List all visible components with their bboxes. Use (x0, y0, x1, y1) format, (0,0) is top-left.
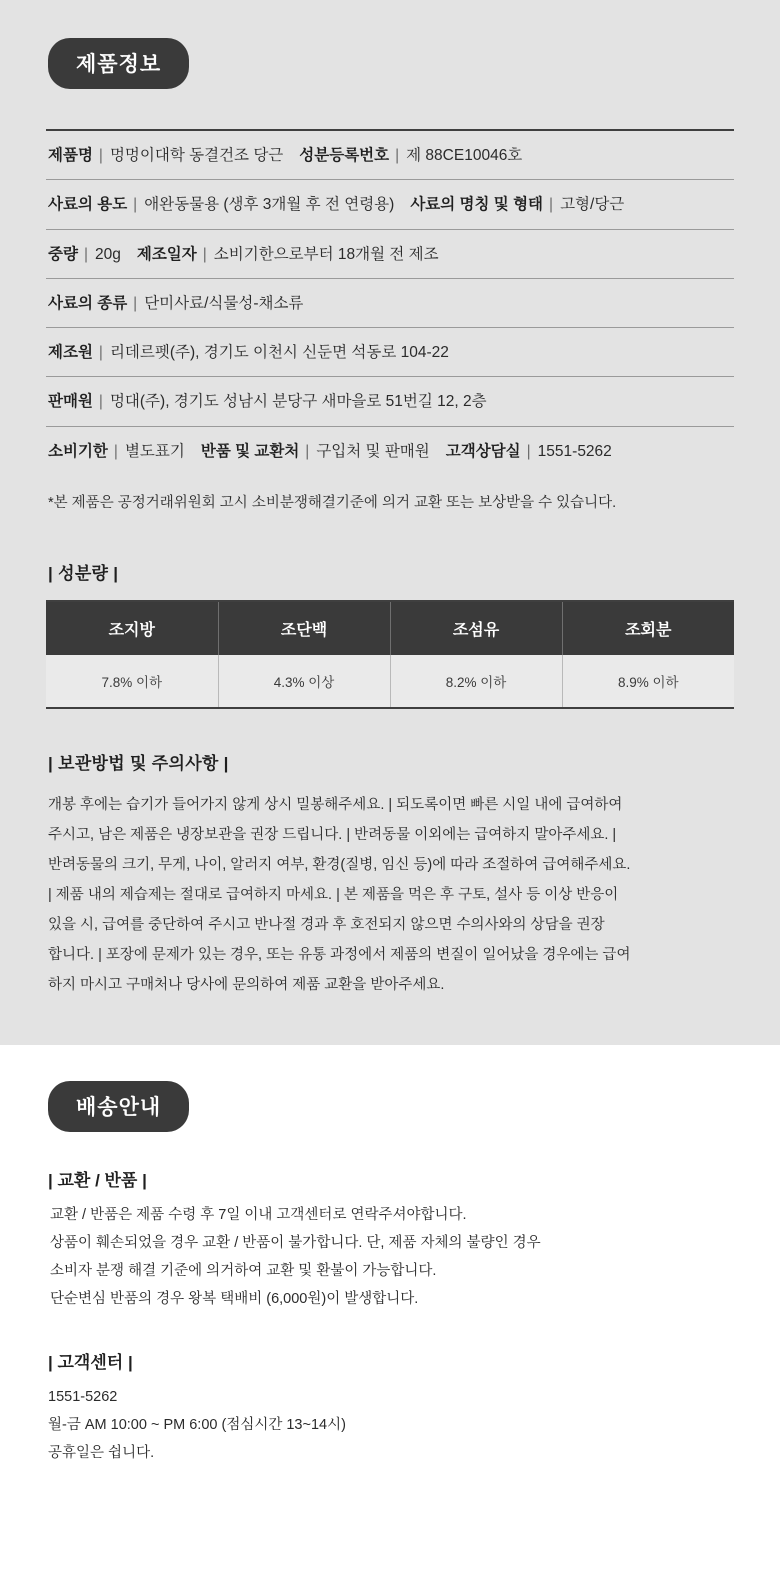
storage-line: | 제품 내의 제습제는 절대로 급여하지 마세요. | 본 제품을 먹은 후 구토, 설사 등 이상 반응이 (48, 886, 619, 903)
row-value: 별도표기 (124, 442, 185, 460)
divider-icon: | (202, 245, 207, 263)
exchange-return-line: 교환 / 반품은 제품 수령 후 7일 이내 고객센터로 연락주셔야합니다. (50, 1206, 467, 1223)
row-label: 사료의 명칭 및 형태 (410, 196, 544, 214)
table-cell: 4.3% 이상 (218, 655, 390, 707)
row-label: 소비기한 (48, 442, 108, 460)
storage-line: 합니다. | 포장에 문제가 있는 경우, 또는 유통 과정에서 제품의 변질이 일어났을 경우에는 급여 (48, 947, 631, 964)
exchange-return-body (46, 1201, 734, 1314)
product-info-table (46, 129, 734, 475)
divider-icon: | (526, 442, 531, 460)
row-label: 성분등록번호 (299, 147, 390, 164)
column-header: 조섬유 (390, 601, 562, 655)
legal-note: *본 제품은 공정거래위원회 고시 소비분쟁해결기준에 의거 교환 또는 보상받을 수 있습니다. (48, 494, 617, 511)
table-header-row (46, 601, 734, 655)
row-label: 사료의 종류 (48, 294, 128, 312)
storage-line: 하지 마시고 구매처나 당사에 문의하여 제품 교환을 받아주세요. (48, 977, 445, 994)
row-label: 제품명 (48, 147, 93, 164)
nutrition-table (46, 600, 734, 707)
column-header: 조지방 (46, 601, 218, 655)
row-value: 애완동물용 (생후 3개월 후 전 연령용) (144, 196, 395, 214)
table-row (46, 230, 734, 279)
exchange-return-line: 소비자 분쟁 해결 기준에 의거하여 교환 및 환불이 가능합니다. (50, 1263, 437, 1280)
exchange-return-heading (48, 1166, 734, 1191)
row-value: 20g (94, 245, 121, 263)
table-row (46, 131, 734, 180)
divider-icon: | (305, 442, 310, 460)
customer-center-heading-label: 고객센터 (57, 1352, 124, 1372)
exchange-return-line: 단순변심 반품의 경우 왕복 택배비 (6,000원)이 발생합니다. (50, 1291, 419, 1308)
exchange-return-line: 상품이 훼손되었을 경우 교환 / 반품이 불가합니다. 단, 제품 자체의 불량인 경우 (50, 1234, 541, 1251)
table-row (46, 427, 734, 475)
nutrition-heading (48, 559, 734, 584)
table-row (46, 180, 734, 229)
row-value: 소비기한으로부터 18개월 전 제조 (213, 245, 439, 263)
divider-icon: | (395, 147, 400, 164)
shipping-info-title: 배송안내 (48, 1081, 189, 1132)
column-header: 조단백 (218, 601, 390, 655)
row-value: 제 88CE10046호 (406, 147, 523, 164)
storage-line: 개봉 후에는 습기가 들어가지 않게 상시 밀봉해주세요. | 되도록이면 빠른 시일 내에 급여하여 (48, 796, 623, 813)
divider-icon: | (98, 344, 103, 361)
bar-glyph: | (48, 1170, 53, 1190)
table-cell: 7.8% 이하 (46, 655, 218, 707)
row-label: 고객상담실 (445, 442, 521, 460)
row-value: 구입처 및 판매원 (316, 442, 430, 460)
table-cell: 8.2% 이하 (390, 655, 562, 707)
customer-center-phone: 1551-5262 (48, 1388, 118, 1405)
storage-heading-label: 보관방법 및 주의사항 (58, 753, 219, 773)
divider-icon: | (98, 393, 103, 411)
row-label: 사료의 용도 (48, 196, 128, 214)
divider-icon: | (98, 147, 103, 164)
shipping-info-section (0, 1045, 780, 1508)
table-row (46, 377, 734, 426)
row-label: 반품 및 교환처 (200, 442, 300, 460)
row-value: 고형/당근 (560, 196, 625, 214)
row-label: 제조원 (48, 344, 93, 361)
table-row (46, 328, 734, 377)
customer-center-body (46, 1383, 734, 1468)
table-row (46, 655, 734, 707)
divider-icon: | (133, 196, 138, 214)
storage-line: 주시고, 남은 제품은 냉장보관을 권장 드립니다. | 반려동물 이외에는 급여하지 말아주세요. | (48, 826, 617, 843)
bar-glyph: | (142, 1170, 147, 1190)
bar-glyph: | (223, 753, 229, 773)
customer-center-hours: 월-금 AM 10:00 ~ PM 6:00 (점심시간 13~14시) (48, 1416, 346, 1433)
row-label: 제조일자 (136, 245, 197, 263)
storage-heading (48, 749, 734, 774)
column-header: 조회분 (562, 601, 734, 655)
row-value: 1551-5262 (537, 442, 612, 460)
storage-body (46, 790, 734, 1001)
nutrition-table-wrapper (46, 600, 734, 709)
nutrition-heading-label: 성분량 (58, 563, 109, 583)
row-value: 단미사료/식물성-채소류 (144, 294, 304, 312)
product-info-title: 제품정보 (48, 38, 189, 89)
row-value: 멍대(주), 경기도 성남시 분당구 새마을로 51번길 12, 2층 (109, 393, 487, 411)
row-label: 판매원 (48, 393, 93, 411)
divider-icon: | (133, 294, 138, 312)
row-label: 중량 (48, 245, 78, 263)
bar-glyph: | (113, 563, 119, 583)
divider-icon: | (549, 196, 554, 214)
bar-glyph: | (48, 563, 54, 583)
table-cell: 8.9% 이하 (562, 655, 734, 707)
divider-icon: | (83, 245, 88, 263)
divider-icon: | (113, 442, 118, 460)
table-row (46, 279, 734, 328)
row-value: 멍멍이대학 동결건조 당근 (109, 147, 284, 164)
storage-line: 반려동물의 크기, 무게, 나이, 알러지 여부, 환경(질병, 임신 등)에 따라 조절하여 급여해주세요. (48, 856, 631, 873)
storage-line: 있을 시, 급여를 중단하여 주시고 반나절 경과 후 호전되지 않으면 수의사와의 상담을 권장 (48, 917, 605, 934)
bar-glyph: | (127, 1352, 133, 1372)
exchange-return-heading-label: 교환 / 반품 (57, 1170, 138, 1190)
customer-center-holiday: 공휴일은 쉽니다. (48, 1445, 155, 1462)
row-value: 리데르펫(주), 경기도 이천시 신둔면 석동로 104-22 (109, 344, 449, 361)
bar-glyph: | (48, 753, 54, 773)
customer-center-heading (48, 1348, 734, 1373)
bar-glyph: | (48, 1352, 53, 1372)
